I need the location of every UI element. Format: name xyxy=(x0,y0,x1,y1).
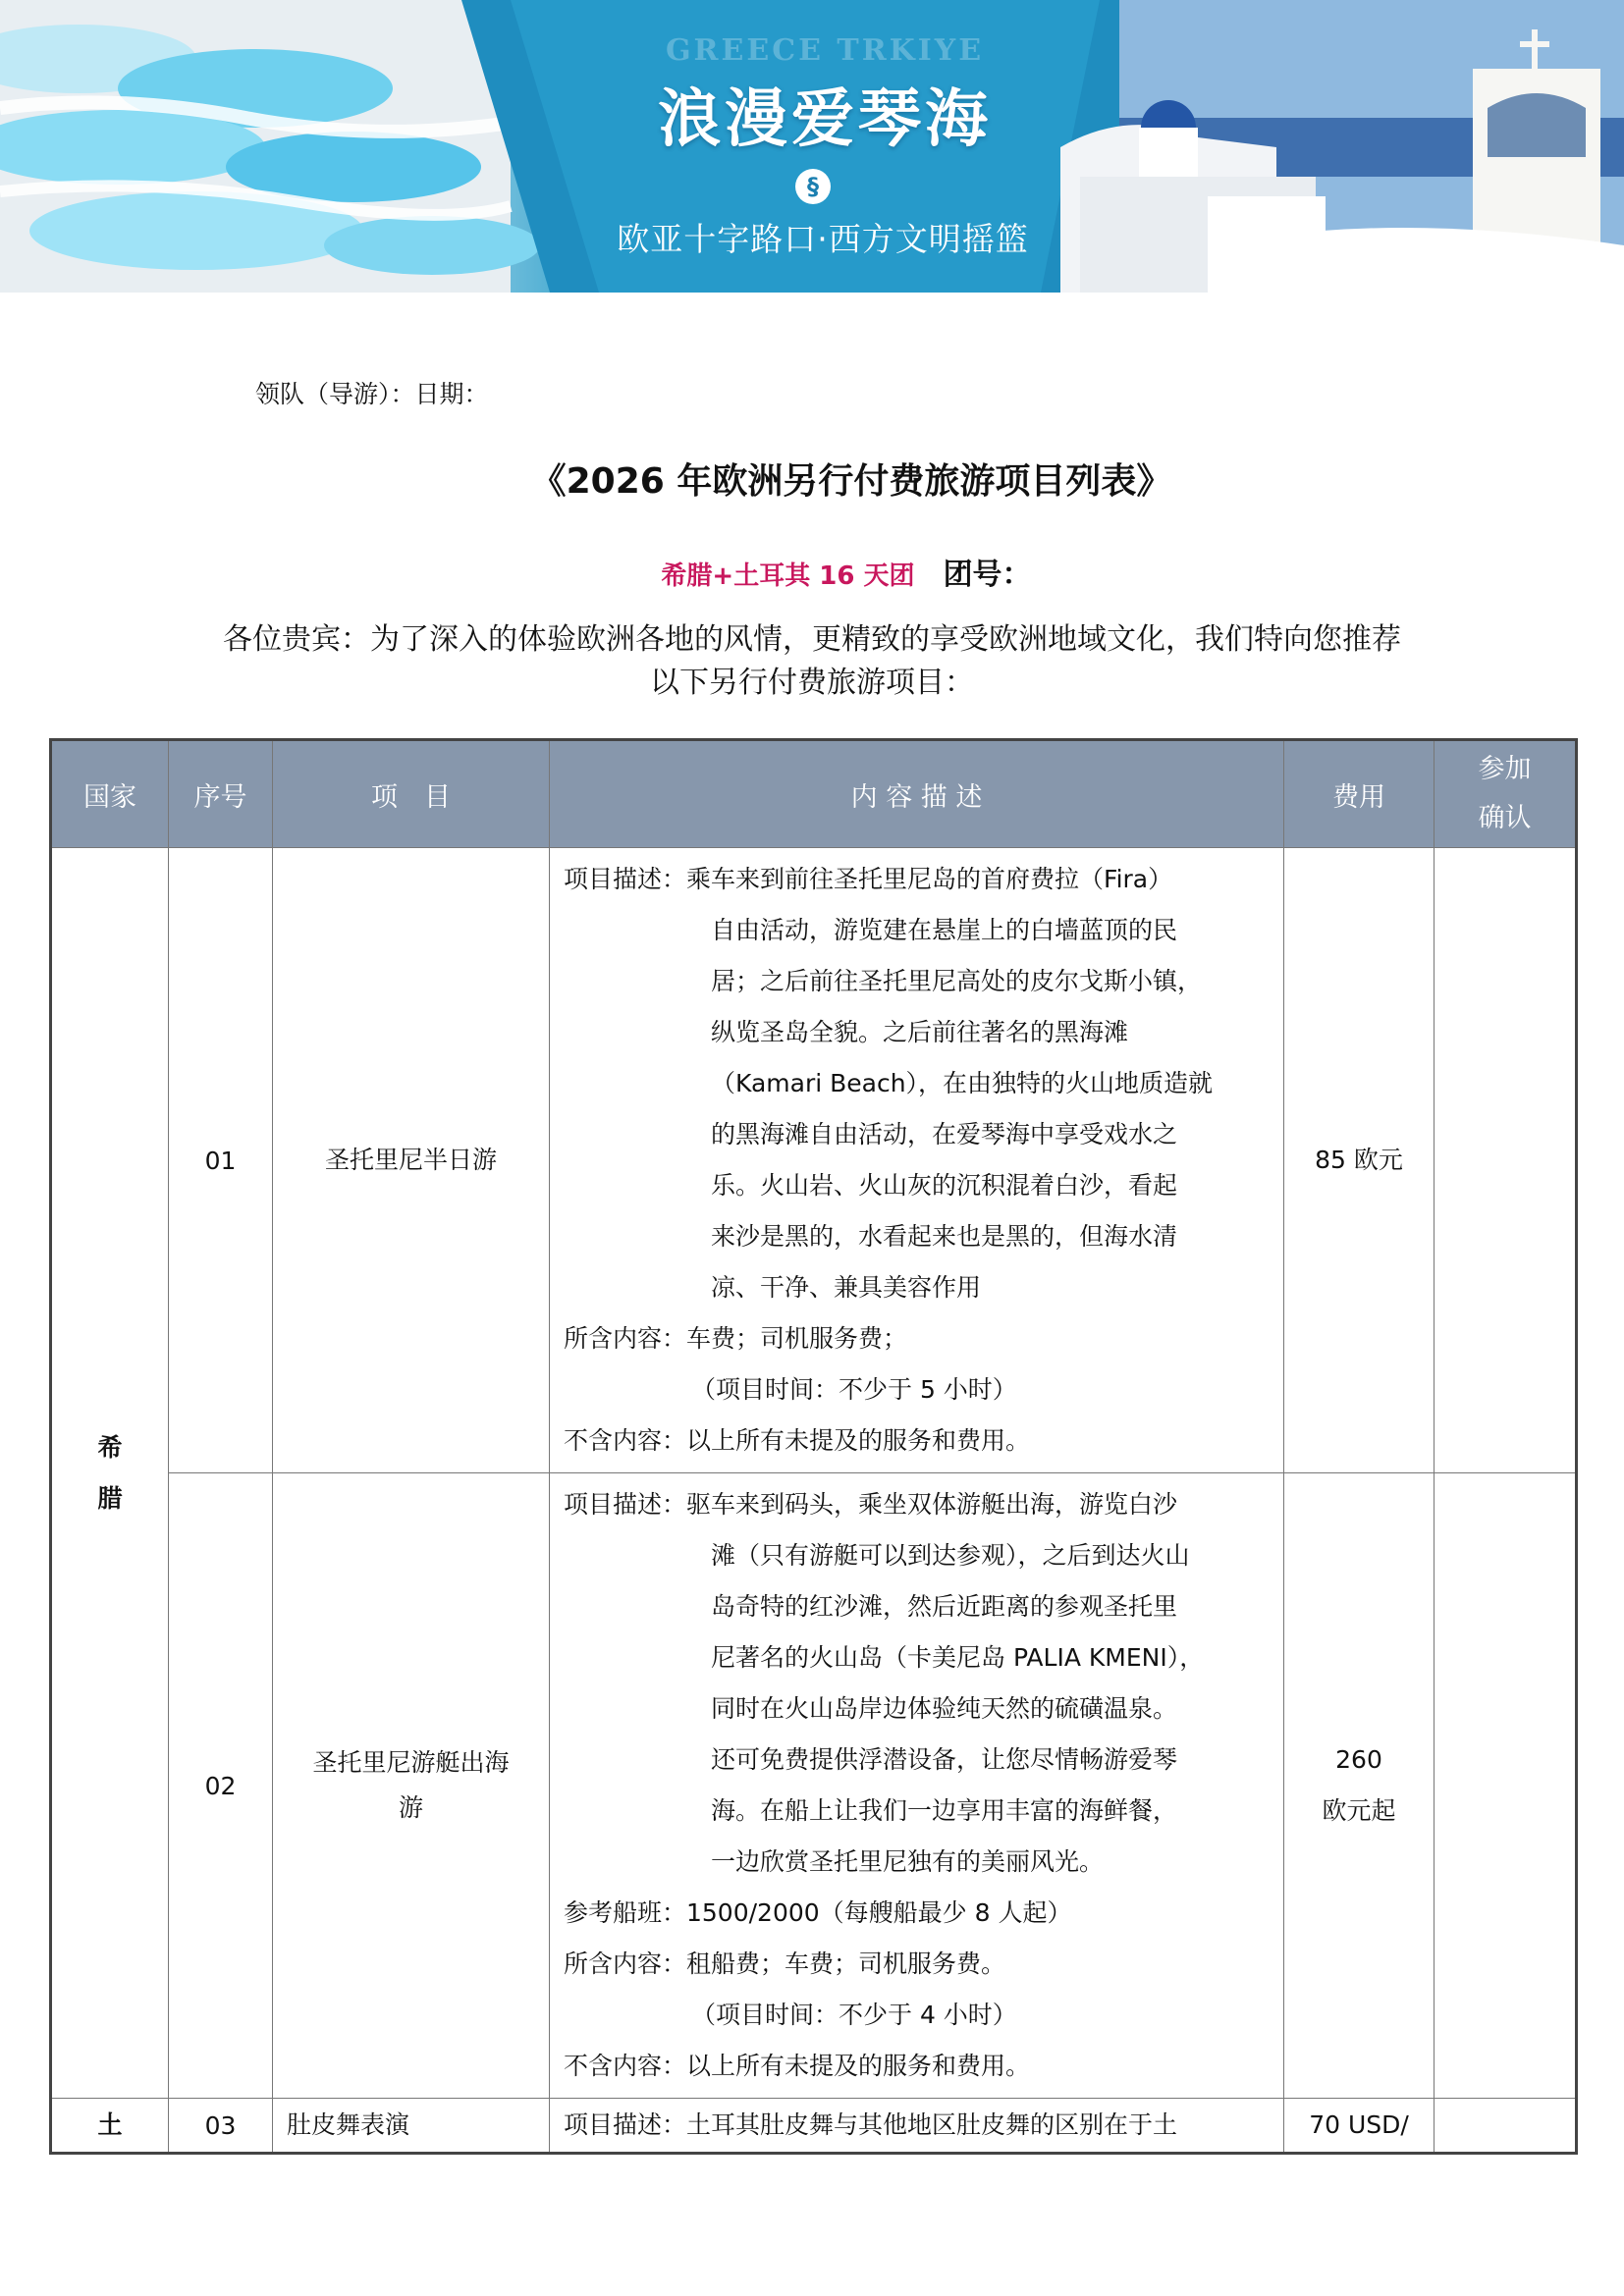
header-banner xyxy=(0,0,1624,293)
desc-text-line: 凉、干净、兼具美容作用 xyxy=(711,1273,982,1302)
desc-line xyxy=(564,1479,1270,1530)
description-cell xyxy=(550,848,1284,1473)
description-cell: 项目描述：土耳其肚皮舞与其他地区肚皮舞的区别在于土 xyxy=(550,2099,1284,2154)
table-row xyxy=(51,2099,1577,2154)
included-text: 所含内容：车费；司机服务费； xyxy=(564,1324,908,1353)
banner-subtitle: 欧亚十字路口·西方文明摇篮 xyxy=(617,220,1029,258)
fee-cell: 85 欧元 xyxy=(1284,848,1435,1473)
project-name: 圣托里尼半日游 xyxy=(273,848,550,1473)
join-confirm-cell[interactable] xyxy=(1435,2099,1577,2154)
desc-text-line: 尼著名的火山岛（卡美尼岛 PALIA KMENI）， xyxy=(711,1643,1205,1672)
desc-text-line: 纵览圣岛全貌。之后前往著名的黑海滩 xyxy=(711,1018,1129,1046)
intro-line-1: 各位贵宾：为了深入的体验欧洲各地的风情，更精致的享受欧洲地域文化，我们特向您推荐 xyxy=(223,622,1401,657)
row-number: 02 xyxy=(169,1473,273,2099)
project-name-line-2: 游 xyxy=(398,1793,423,1822)
banner-title: 浪漫爱琴海 xyxy=(658,82,992,156)
intro-line-2: 以下另行付费旅游项目： xyxy=(650,666,974,700)
country-char-2: 腊 xyxy=(97,1483,123,1513)
desc-text-line: 自由活动，游览建在悬崖上的白墙蓝顶的民 xyxy=(711,916,1178,944)
excluded-text: 不含内容：以上所有未提及的服务和费用。 xyxy=(564,1426,1031,1455)
desc-text-line: 来沙是黑的，水看起来也是黑的，但海水清 xyxy=(711,1222,1178,1251)
fee-cell xyxy=(1284,1473,1435,2099)
row-number: 03 xyxy=(169,2099,273,2154)
schedule-text: 参考船班：1500/2000（每艘船最少 8 人起） xyxy=(564,1898,1072,1927)
header-description: 内 容 描 述 xyxy=(550,740,1284,848)
desc-text-line: 还可免费提供浮潜设备，让您尽情畅游爱琴 xyxy=(711,1745,1178,1774)
duration-text: （项目时间：不少于 5 小时） xyxy=(691,1375,1017,1404)
desc-text-line: 乐。火山岩、火山灰的沉积混着白沙，看起 xyxy=(711,1171,1178,1200)
country-cell xyxy=(51,848,169,2099)
page-title: 《2026 年欧洲另行付费旅游项目列表》 xyxy=(530,461,1172,502)
desc-text-line: 居；之后前往圣托里尼高处的皮尔戈斯小镇， xyxy=(711,967,1203,995)
header-join-line-1: 参加 xyxy=(1478,754,1532,784)
fee-unit: 欧元起 xyxy=(1322,1796,1396,1825)
project-name-line-1: 圣托里尼游艇出海 xyxy=(312,1748,510,1777)
desc-text-line: 同时在火山岛岸边体验纯天然的硫磺温泉。 xyxy=(711,1694,1178,1723)
header-join-confirm xyxy=(1435,740,1577,848)
description-cell xyxy=(550,1473,1284,2099)
desc-text-line: 一边欣赏圣托里尼独有的美丽风光。 xyxy=(711,1847,1105,1876)
group-number-label: 团号： xyxy=(943,558,1032,592)
desc-label: 项目描述： xyxy=(564,1490,687,1519)
desc-text-line: 乘车来到前往圣托里尼岛的首府费拉（Fira） xyxy=(686,865,1173,893)
header-join-line-2: 确认 xyxy=(1478,803,1532,833)
country-cell: 土 xyxy=(51,2099,169,2154)
desc-line xyxy=(564,854,1270,905)
tour-line xyxy=(0,550,1624,593)
brand-logo-icon: § xyxy=(795,169,831,204)
header-number: 序号 xyxy=(169,740,273,848)
banner-watermark: GREECE TRKIYE xyxy=(665,33,985,68)
tour-name: 希腊+土耳其 16 天团 xyxy=(661,561,915,591)
optional-tours-table xyxy=(49,738,1578,2155)
excluded-text: 不含内容：以上所有未提及的服务和费用。 xyxy=(564,2052,1031,2080)
table-header-row xyxy=(51,740,1577,848)
join-confirm-cell[interactable] xyxy=(1435,1473,1577,2099)
header-project: 项 目 xyxy=(273,740,550,848)
desc-text-line: 海。在船上让我们一边享用丰富的海鲜餐， xyxy=(711,1796,1178,1825)
country-char-1: 希 xyxy=(97,1432,123,1462)
desc-text-line: 驱车来到码头，乘坐双体游艇出海，游览白沙 xyxy=(686,1490,1178,1519)
intro-text xyxy=(0,618,1624,705)
desc-text-line: 岛奇特的红沙滩，然后近距离的参观圣托里 xyxy=(711,1592,1178,1621)
desc-text-line: 的黑海滩自由活动，在爱琴海中享受戏水之 xyxy=(711,1120,1178,1148)
join-confirm-cell[interactable] xyxy=(1435,848,1577,1473)
table-row xyxy=(51,1473,1577,2099)
header-fee: 费用 xyxy=(1284,740,1435,848)
desc-text-line: 滩（只有游艇可以到达参观），之后到达火山 xyxy=(711,1541,1190,1570)
duration-text: （项目时间：不少于 4 小时） xyxy=(691,2001,1017,2029)
table-row xyxy=(51,848,1577,1473)
row-number: 01 xyxy=(169,848,273,1473)
included-text: 所含内容：租船费；车费；司机服务费。 xyxy=(564,1949,1006,1978)
fee-amount: 260 xyxy=(1335,1745,1382,1774)
project-name: 肚皮舞表演 xyxy=(273,2099,550,2154)
header-country: 国家 xyxy=(51,740,169,848)
leader-date-line: 领队（导游）：日期： xyxy=(255,380,489,408)
fee-cell: 70 USD/ xyxy=(1284,2099,1435,2154)
project-name xyxy=(273,1473,550,2099)
desc-label: 项目描述： xyxy=(564,865,687,893)
desc-text-line: （Kamari Beach），在由独特的火山地质造就 xyxy=(711,1069,1214,1097)
